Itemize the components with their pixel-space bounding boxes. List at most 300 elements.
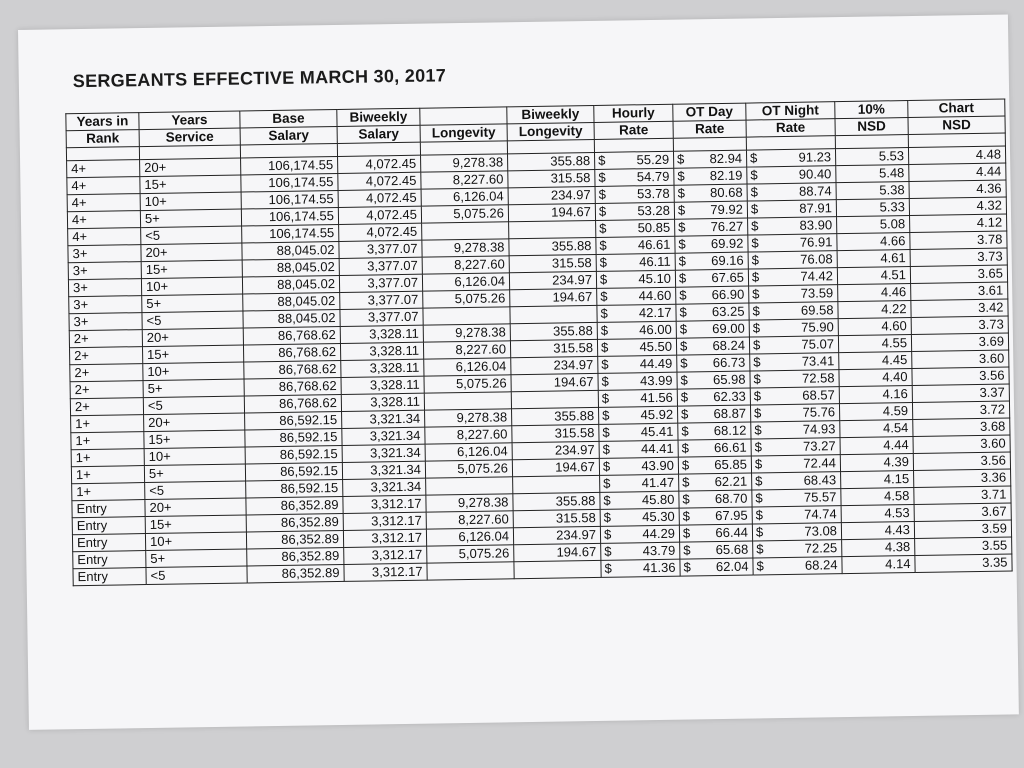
header-biweekly-2: Biweekly — [507, 105, 594, 123]
currency-symbol: $ — [753, 354, 761, 370]
cell-rank: Entry — [72, 534, 145, 552]
cell-nsd-10pct: 4.14 — [842, 555, 915, 573]
header-10pct: 10% — [835, 101, 908, 119]
cell-value: 45.50 — [639, 338, 673, 355]
cell-hourly-rate — [601, 542, 680, 560]
cell-biweekly-salary: 3,321.34 — [343, 478, 426, 496]
cell-biweekly-salary: 3,312.17 — [343, 512, 426, 530]
cell-rank: 2+ — [69, 330, 142, 348]
cell-base-salary: 86,352.89 — [247, 547, 344, 566]
currency-symbol: $ — [681, 457, 690, 473]
cell-base-salary: 86,592.15 — [245, 462, 342, 481]
cell-value: 74.42 — [800, 268, 834, 284]
cell-service: 15+ — [141, 260, 242, 279]
cell-chart-nsd: 3.59 — [914, 520, 1011, 539]
cell-biweekly-longevity: 315.58 — [508, 169, 595, 187]
currency-symbol: $ — [753, 388, 762, 404]
cell-ot-day-rate — [680, 558, 753, 576]
currency-symbol: $ — [752, 337, 761, 353]
cell-value: 62.33 — [713, 388, 746, 405]
cell-hourly-rate — [600, 525, 679, 543]
currency-symbol: $ — [604, 543, 612, 559]
cell-biweekly-longevity: 315.58 — [510, 339, 597, 357]
cell-service: 15+ — [140, 175, 241, 194]
cell-nsd-10pct: 5.53 — [835, 148, 908, 166]
cell-longevity: 8,227.60 — [422, 256, 509, 274]
cell-value: 68.24 — [712, 337, 746, 354]
cell-value: 42.17 — [638, 304, 672, 321]
cell-base-salary: 86,768.62 — [244, 377, 341, 396]
header-rate-2: Rate — [673, 120, 746, 138]
cell-service: 15+ — [142, 345, 243, 364]
currency-symbol: $ — [601, 373, 609, 389]
cell-value: 75.90 — [801, 319, 834, 335]
cell-base-salary: 86,352.89 — [246, 530, 343, 549]
cell-rank: 1+ — [72, 483, 145, 501]
currency-symbol: $ — [603, 492, 611, 508]
cell-value: 88.74 — [798, 183, 832, 199]
cell-value: 75.57 — [803, 489, 837, 505]
cell-biweekly-salary: 3,377.07 — [339, 240, 422, 258]
cell-chart-nsd: 3.55 — [915, 537, 1012, 556]
cell-service: 15+ — [145, 515, 246, 534]
cell-value: 41.47 — [641, 474, 675, 491]
cell-value: 69.00 — [712, 320, 745, 337]
cell-biweekly-longevity: 315.58 — [512, 424, 599, 442]
cell-base-salary: 86,768.62 — [243, 343, 340, 362]
currency-symbol: $ — [680, 372, 688, 388]
cell-longevity: 9,278.38 — [426, 494, 513, 512]
cell-hourly-rate — [598, 355, 677, 373]
currency-symbol: $ — [756, 541, 764, 557]
cell-service: 5+ — [140, 209, 241, 228]
cell-nsd-10pct: 5.33 — [836, 199, 909, 217]
cell-rank: 2+ — [70, 398, 143, 416]
currency-symbol: $ — [682, 474, 690, 490]
cell-rank: 4+ — [67, 211, 140, 229]
cell-base-salary: 86,352.89 — [246, 496, 343, 515]
cell-value: 50.85 — [637, 219, 671, 236]
cell-biweekly-longevity — [510, 305, 597, 323]
cell-chart-nsd: 4.44 — [909, 163, 1006, 182]
cell-value: 72.44 — [803, 455, 837, 471]
cell-chart-nsd: 3.36 — [914, 469, 1011, 488]
cell-base-salary: 86,352.89 — [247, 564, 344, 583]
cell-ot-day-rate — [679, 524, 752, 542]
cell-biweekly-salary: 3,377.07 — [339, 274, 422, 292]
cell-chart-nsd: 3.60 — [913, 435, 1010, 454]
cell-biweekly-salary: 4,072.45 — [338, 189, 421, 207]
cell-ot-day-rate — [679, 507, 752, 525]
cell-ot-night-rate — [753, 557, 842, 575]
cell-hourly-rate — [594, 151, 673, 169]
currency-symbol: $ — [682, 525, 691, 541]
currency-symbol: $ — [751, 235, 759, 251]
cell-value: 82.19 — [709, 167, 743, 184]
cell-biweekly-salary: 3,328.11 — [340, 325, 423, 343]
cell-hourly-rate — [597, 321, 676, 339]
cell-value: 65.85 — [714, 456, 748, 473]
currency-symbol: $ — [682, 508, 691, 524]
cell-biweekly-longevity: 355.88 — [510, 322, 597, 340]
header-longevity: Longevity — [420, 124, 507, 142]
currency-symbol: $ — [756, 558, 764, 574]
cell-nsd-10pct: 4.51 — [837, 267, 910, 285]
cell-biweekly-longevity — [511, 390, 598, 408]
cell-chart-nsd: 3.73 — [911, 316, 1008, 335]
cell-value: 46.11 — [639, 253, 671, 270]
cell-value: 44.29 — [642, 525, 676, 542]
cell-service: 5+ — [143, 379, 244, 398]
cell-ot-night-rate — [751, 438, 840, 456]
cell-nsd-10pct: 4.44 — [840, 436, 913, 454]
cell-hourly-rate — [595, 185, 674, 203]
header-chart: Chart — [908, 99, 1005, 118]
cell-ot-day-rate — [674, 167, 747, 185]
cell-ot-night-rate — [750, 387, 839, 405]
cell-hourly-rate — [596, 219, 675, 237]
currency-symbol: $ — [751, 218, 759, 234]
currency-symbol: $ — [754, 439, 762, 455]
cell-biweekly-longevity: 194.67 — [508, 203, 595, 221]
cell-value: 91.23 — [798, 149, 832, 165]
cell-nsd-10pct: 4.54 — [840, 419, 913, 437]
cell-hourly-rate — [597, 304, 676, 322]
cell-nsd-10pct: 4.55 — [838, 335, 911, 353]
cell-value: 73.27 — [802, 438, 836, 454]
cell-base-salary: 106,174.55 — [241, 173, 338, 192]
cell-base-salary: 86,768.62 — [243, 326, 340, 345]
cell-longevity: 8,227.60 — [423, 341, 510, 359]
cell-biweekly-salary: 3,312.17 — [343, 495, 426, 513]
header-base: Base — [240, 110, 337, 129]
currency-symbol: $ — [682, 491, 690, 507]
cell-service: 5+ — [144, 464, 245, 483]
cell-longevity: 6,126.04 — [421, 188, 508, 206]
cell-nsd-10pct: 4.43 — [841, 521, 914, 539]
currency-symbol: $ — [683, 542, 691, 558]
cell-chart-nsd: 3.69 — [911, 333, 1008, 352]
cell-value: 66.90 — [711, 286, 745, 303]
cell-biweekly-longevity — [509, 220, 596, 238]
cell-ot-day-rate — [677, 371, 750, 389]
cell-rank: 3+ — [69, 313, 142, 331]
cell-service: <5 — [142, 311, 243, 330]
cell-ot-day-rate — [676, 337, 749, 355]
cell-value: 45.92 — [640, 406, 674, 423]
currency-symbol: $ — [600, 322, 609, 338]
cell-ot-day-rate — [676, 286, 749, 304]
cell-ot-night-rate — [753, 540, 842, 558]
cell-value: 68.87 — [713, 405, 747, 422]
cell-biweekly-salary: 3,321.34 — [342, 461, 425, 479]
cell-base-salary: 88,045.02 — [242, 275, 339, 294]
cell-nsd-10pct: 5.38 — [836, 182, 909, 200]
cell-base-salary: 86,768.62 — [244, 394, 341, 413]
cell-value: 55.29 — [636, 151, 670, 168]
cell-value: 41.56 — [640, 389, 673, 406]
cell-longevity — [423, 307, 510, 325]
cell-ot-night-rate — [749, 319, 838, 337]
cell-hourly-rate — [600, 491, 679, 509]
cell-hourly-rate — [599, 457, 678, 475]
cell-longevity: 6,126.04 — [426, 528, 513, 546]
cell-service: <5 — [146, 566, 247, 585]
cell-ot-night-rate — [749, 285, 838, 303]
cell-value: 68.70 — [714, 490, 748, 507]
header-ot-night: OT Night — [746, 102, 835, 120]
cell-value: 75.76 — [802, 404, 836, 420]
cell-longevity — [426, 477, 513, 495]
currency-symbol: $ — [680, 355, 688, 371]
currency-symbol: $ — [599, 271, 608, 287]
cell-rank: 3+ — [68, 262, 141, 280]
cell-base-salary: 88,045.02 — [243, 292, 340, 311]
cell-value: 69.58 — [800, 302, 834, 318]
cell-rank: 2+ — [69, 347, 142, 365]
cell-base-salary: 86,592.15 — [245, 445, 342, 464]
cell-base-salary: 86,592.15 — [245, 428, 342, 447]
currency-symbol: $ — [751, 252, 760, 268]
cell-longevity: 6,126.04 — [425, 443, 512, 461]
currency-symbol: $ — [681, 440, 690, 456]
cell-ot-day-rate — [676, 320, 749, 338]
cell-ot-day-rate — [677, 388, 750, 406]
cell-value: 76.91 — [799, 234, 833, 250]
currency-symbol: $ — [598, 152, 606, 168]
cell-value: 72.25 — [804, 540, 838, 556]
cell-value: 67.65 — [711, 269, 745, 286]
cell-chart-nsd: 3.65 — [910, 265, 1007, 284]
cell-chart-nsd: 3.61 — [911, 282, 1008, 301]
cell-biweekly-longevity — [513, 475, 600, 493]
cell-ot-night-rate — [752, 489, 841, 507]
cell-rank: 3+ — [69, 296, 142, 314]
cell-longevity: 8,227.60 — [425, 426, 512, 444]
header-years-in: Years in — [66, 113, 139, 131]
currency-symbol: $ — [598, 203, 607, 219]
currency-symbol: $ — [676, 151, 685, 167]
cell-rank: 3+ — [68, 245, 141, 263]
cell-base-salary: 106,174.55 — [242, 224, 339, 243]
cell-value: 69.92 — [710, 235, 744, 252]
currency-symbol: $ — [599, 237, 607, 253]
cell-value: 65.68 — [715, 541, 749, 558]
cell-base-salary: 88,045.02 — [242, 258, 339, 277]
cell-value: 87.91 — [799, 200, 833, 216]
currency-symbol: $ — [679, 338, 688, 354]
header-biweekly: Biweekly — [337, 108, 420, 126]
cell-value: 66.73 — [712, 354, 746, 371]
cell-value: 62.21 — [714, 473, 748, 490]
cell-value: 76.27 — [710, 218, 744, 235]
header-rate: Rate — [594, 121, 673, 139]
currency-symbol: $ — [599, 220, 607, 236]
cell-biweekly-salary: 3,312.17 — [344, 563, 427, 581]
cell-biweekly-salary: 3,312.17 — [344, 546, 427, 564]
cell-biweekly-longevity: 315.58 — [513, 509, 600, 527]
cell-biweekly-salary: 3,328.11 — [341, 376, 424, 394]
cell-value: 54.79 — [636, 168, 670, 185]
currency-symbol: $ — [598, 169, 606, 185]
cell-hourly-rate — [598, 372, 677, 390]
currency-symbol: $ — [678, 270, 687, 286]
currency-symbol: $ — [679, 321, 688, 337]
currency-symbol: $ — [755, 473, 763, 489]
cell-ot-day-rate — [675, 218, 748, 236]
cell-nsd-10pct: 4.61 — [837, 250, 910, 268]
cell-value: 67.95 — [715, 507, 748, 524]
cell-longevity: 8,227.60 — [426, 511, 513, 529]
cell-base-salary: 106,174.55 — [241, 190, 338, 209]
cell-biweekly-longevity — [514, 560, 601, 578]
cell-biweekly-longevity: 355.88 — [512, 407, 599, 425]
currency-symbol: $ — [602, 407, 610, 423]
cell-value: 83.90 — [799, 217, 833, 233]
cell-biweekly-longevity: 234.97 — [511, 356, 598, 374]
cell-base-salary: 88,045.02 — [243, 309, 340, 328]
header-hourly: Hourly — [594, 104, 673, 122]
cell-ot-night-rate — [747, 183, 836, 201]
currency-symbol: $ — [601, 356, 609, 372]
cell-value: 90.40 — [798, 166, 832, 182]
cell-nsd-10pct: 4.59 — [839, 402, 912, 420]
cell-chart-nsd: 3.35 — [915, 554, 1012, 573]
currency-symbol: $ — [752, 320, 761, 336]
cell-ot-night-rate — [750, 404, 839, 422]
cell-value: 73.08 — [804, 523, 838, 539]
currency-symbol: $ — [749, 150, 758, 166]
cell-hourly-rate — [597, 338, 676, 356]
cell-ot-night-rate — [746, 149, 835, 167]
cell-longevity — [427, 562, 514, 580]
currency-symbol: $ — [755, 524, 764, 540]
cell-value: 68.57 — [802, 387, 835, 403]
cell-service: 10+ — [143, 362, 244, 381]
cell-chart-nsd: 3.67 — [914, 503, 1011, 522]
cell-rank: 3+ — [68, 279, 141, 297]
cell-rank: Entry — [73, 551, 146, 569]
cell-chart-nsd: 4.32 — [909, 197, 1006, 216]
currency-symbol: $ — [601, 390, 610, 406]
currency-symbol: $ — [678, 236, 686, 252]
cell-rank: Entry — [73, 568, 146, 586]
currency-symbol: $ — [681, 423, 689, 439]
cell-chart-nsd: 3.42 — [911, 299, 1008, 318]
cell-ot-day-rate — [675, 269, 748, 287]
cell-value: 62.04 — [715, 558, 749, 575]
cell-ot-day-rate — [676, 303, 749, 321]
cell-biweekly-longevity: 315.58 — [509, 254, 596, 272]
cell-hourly-rate — [599, 440, 678, 458]
cell-value: 45.10 — [638, 270, 672, 287]
cell-nsd-10pct: 4.66 — [837, 233, 910, 251]
cell-biweekly-longevity: 234.97 — [513, 526, 600, 544]
header-rank: Rank — [66, 130, 139, 148]
cell-biweekly-longevity: 355.88 — [508, 152, 595, 170]
currency-symbol: $ — [755, 490, 763, 506]
cell-biweekly-longevity: 194.67 — [512, 458, 599, 476]
currency-symbol: $ — [600, 305, 608, 321]
salary-table — [65, 99, 1012, 587]
cell-ot-day-rate — [674, 201, 747, 219]
cell-service: 20+ — [144, 413, 245, 432]
cell-value: 75.07 — [801, 336, 835, 352]
cell-biweekly-longevity: 234.97 — [512, 441, 599, 459]
currency-symbol: $ — [677, 185, 685, 201]
cell-rank: Entry — [72, 500, 145, 518]
cell-longevity — [422, 222, 509, 240]
header-service: Service — [139, 128, 240, 147]
cell-ot-night-rate — [749, 302, 838, 320]
cell-service: 20+ — [145, 498, 246, 517]
cell-longevity — [424, 392, 511, 410]
cell-chart-nsd: 3.60 — [912, 350, 1009, 369]
cell-longevity: 5,075.26 — [421, 205, 508, 223]
currency-symbol: $ — [603, 509, 612, 525]
cell-hourly-rate — [595, 202, 674, 220]
cell-base-salary: 86,592.15 — [245, 411, 342, 430]
cell-base-salary: 86,768.62 — [244, 360, 341, 379]
currency-symbol: $ — [602, 458, 611, 474]
cell-ot-night-rate — [752, 472, 841, 490]
cell-chart-nsd: 3.72 — [912, 401, 1009, 420]
header-salary: Salary — [240, 127, 337, 146]
cell-ot-day-rate — [679, 490, 752, 508]
cell-hourly-rate — [596, 253, 675, 271]
cell-biweekly-salary: 3,377.07 — [340, 308, 423, 326]
cell-longevity: 8,227.60 — [421, 171, 508, 189]
currency-symbol: $ — [598, 186, 607, 202]
currency-symbol: $ — [679, 304, 687, 320]
cell-ot-day-rate — [678, 456, 751, 474]
cell-value: 74.74 — [804, 506, 837, 522]
cell-service: 10+ — [141, 277, 242, 296]
currency-symbol: $ — [750, 201, 759, 217]
currency-symbol: $ — [755, 507, 764, 523]
currency-symbol: $ — [600, 288, 608, 304]
header-nsd-2: NSD — [908, 116, 1005, 135]
cell-ot-day-rate — [675, 235, 748, 253]
cell-biweekly-longevity: 355.88 — [513, 492, 600, 510]
cell-hourly-rate — [596, 236, 675, 254]
currency-symbol: $ — [754, 456, 763, 472]
currency-symbol: $ — [752, 303, 760, 319]
cell-longevity: 6,126.04 — [424, 358, 511, 376]
cell-value: 72.58 — [801, 370, 835, 386]
cell-rank: 4+ — [67, 177, 140, 195]
cell-value: 69.16 — [711, 252, 744, 269]
cell-base-salary: 88,045.02 — [242, 241, 339, 260]
cell-service: 20+ — [141, 243, 242, 262]
currency-symbol: $ — [679, 287, 687, 303]
cell-value: 41.36 — [642, 559, 676, 576]
cell-biweekly-longevity: 194.67 — [514, 543, 601, 561]
cell-chart-nsd: 3.78 — [910, 231, 1007, 250]
cell-chart-nsd: 3.56 — [912, 367, 1009, 386]
currency-symbol: $ — [680, 406, 689, 422]
header-ot-day: OT Day — [673, 103, 746, 121]
cell-service: 5+ — [142, 294, 243, 313]
cell-hourly-rate — [600, 474, 679, 492]
currency-symbol: $ — [677, 168, 685, 184]
cell-value: 45.41 — [640, 423, 674, 440]
currency-symbol: $ — [678, 253, 687, 269]
currency-symbol: $ — [751, 269, 760, 285]
cell-biweekly-salary: 3,321.34 — [342, 410, 425, 428]
cell-ot-night-rate — [752, 523, 841, 541]
cell-rank: 2+ — [70, 381, 143, 399]
